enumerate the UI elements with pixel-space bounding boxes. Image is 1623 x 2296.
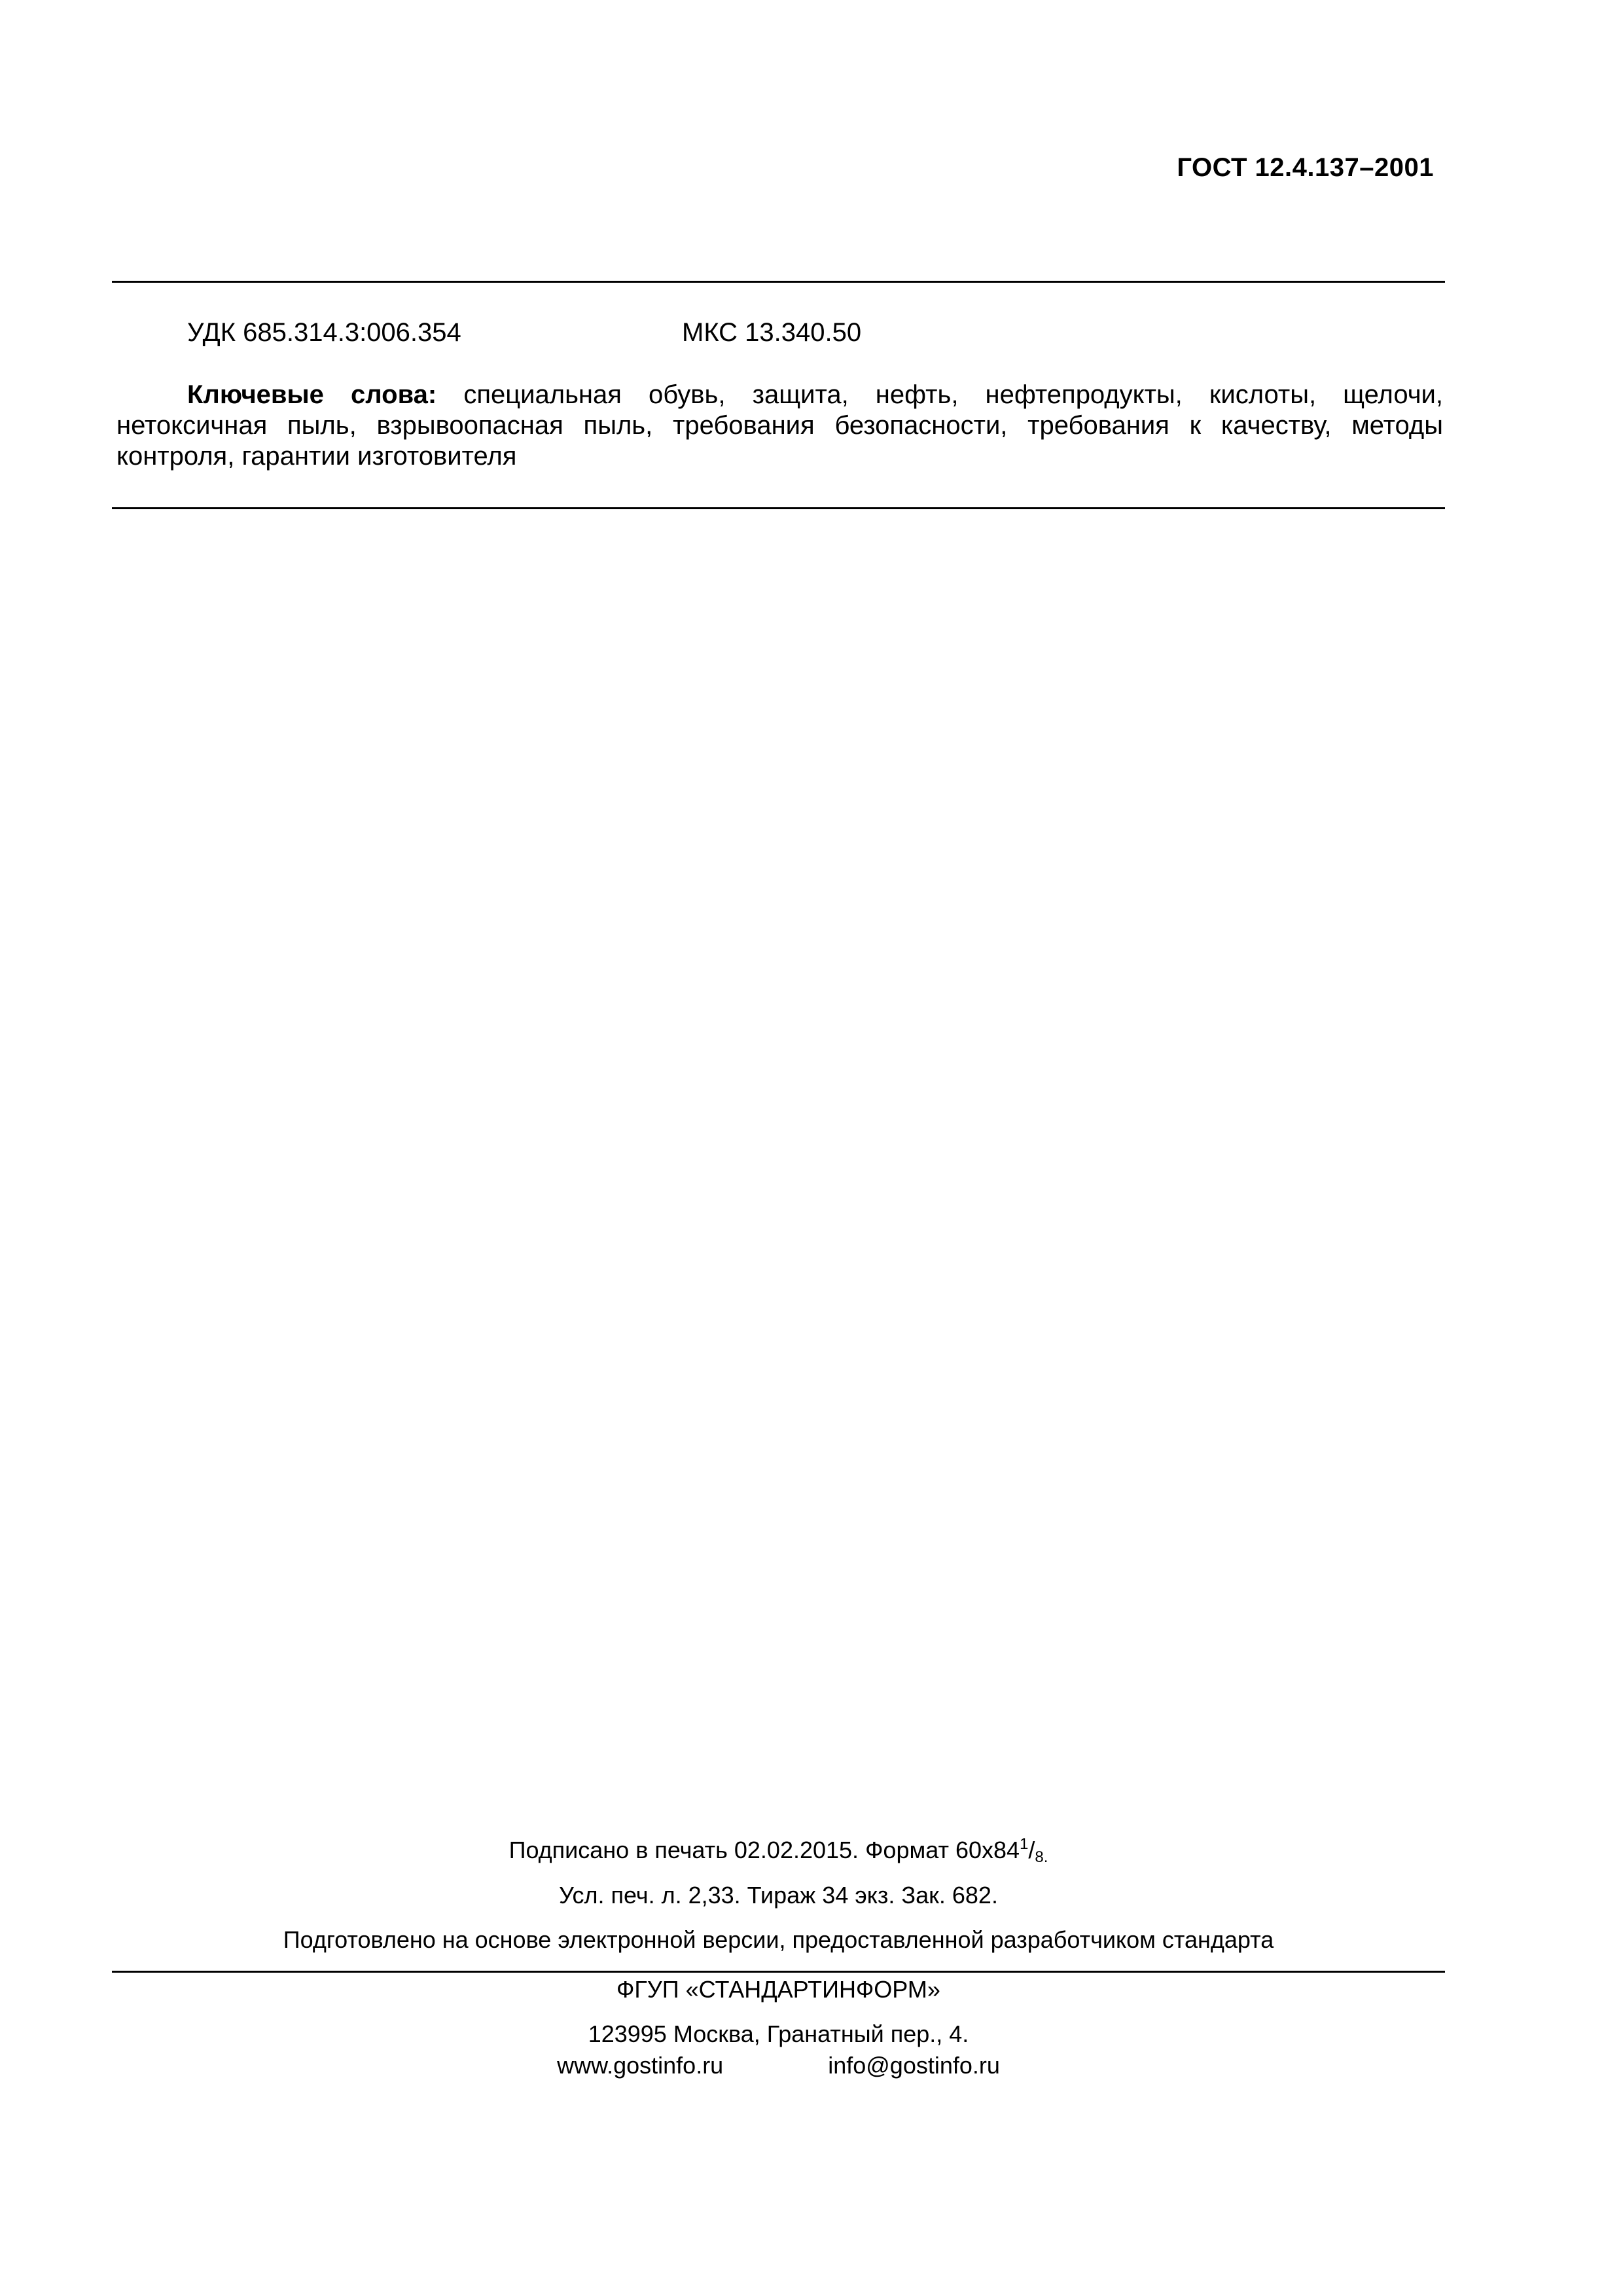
top-divider bbox=[112, 281, 1445, 283]
email-link[interactable]: info@gostinfo.ru bbox=[828, 2052, 1000, 2079]
udk-code: УДК 685.314.3:006.354 bbox=[187, 318, 461, 347]
keywords-paragraph bbox=[116, 380, 1443, 472]
format-denominator: 8. bbox=[1035, 1848, 1048, 1866]
mks-code: МКС 13.340.50 bbox=[682, 318, 862, 347]
keywords-label: Ключевые слова: bbox=[187, 380, 437, 409]
website-link[interactable]: www.gostinfo.ru bbox=[557, 2052, 724, 2079]
publisher-address: 123995 Москва, Гранатный пер., 4. bbox=[588, 2020, 969, 2047]
keywords-text: специальная обувь, защита, нефть, нефтепродукты, кислоты, щелочи, нетоксичная пыль, взрывоопасная пыль, требования безопасности, требования к качеству, методы контроля, гарантии изготовителя bbox=[116, 380, 1444, 471]
signed-for-print-text: Подписано в печать 02.02.2015. Формат 60x84 bbox=[508, 1837, 1020, 1863]
bottom-divider bbox=[112, 1971, 1445, 1973]
format-numerator: 1 bbox=[1020, 1835, 1029, 1853]
print-sheets-line: Усл. печ. л. 2,33. Тираж 34 экз. Зак. 682. bbox=[559, 1882, 998, 1909]
signed-for-print-line bbox=[112, 1835, 1445, 1867]
publisher-contacts bbox=[112, 2052, 1445, 2079]
middle-divider bbox=[112, 507, 1445, 509]
standard-code-header: ГОСТ 12.4.137–2001 bbox=[1177, 153, 1434, 182]
prepared-note: Подготовлено на основе электронной версии, предоставленной разработчиком стандарта bbox=[283, 1926, 1274, 1953]
format-slash: / bbox=[1028, 1837, 1035, 1863]
publisher-name: ФГУП «СТАНДАРТИНФОРМ» bbox=[616, 1976, 940, 2003]
